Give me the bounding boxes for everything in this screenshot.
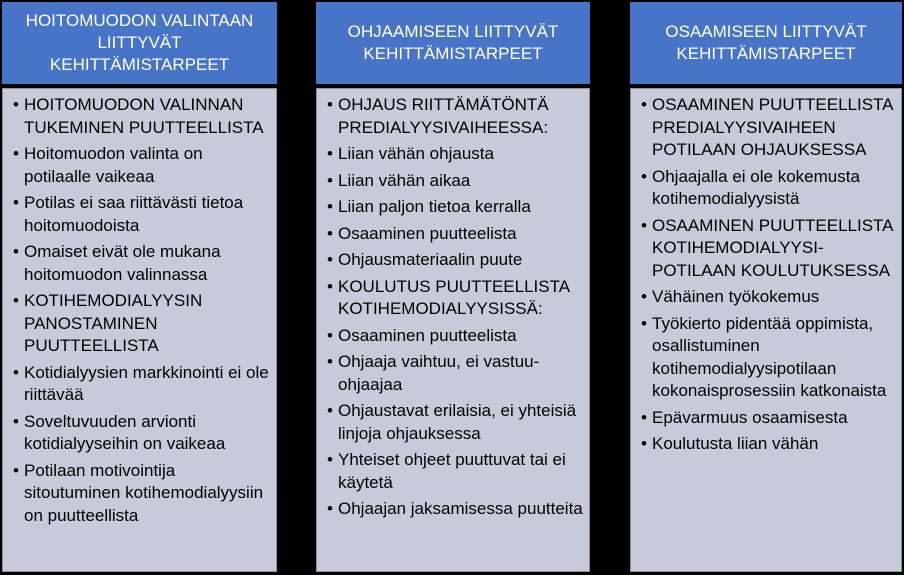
- list-item: • Vähäinen työkokemus: [641, 286, 895, 309]
- list-item: • Ohjaajan jaksamisessa puutteita: [327, 498, 583, 521]
- list-item: • Soveltuvuuden arvionti kotidialyyseihin on vaikeaa: [13, 411, 270, 456]
- list-item: • KOTIHEMODIALYYSIN PANOSTAMINEN PUUTTEELLISTA: [13, 290, 270, 358]
- list-item: • OSAAMINEN PUUTTEELLISTA KOTIHEMODIALYYSI-POTILAAN KOULUTUKSESSA: [641, 215, 895, 283]
- bullet-list: [327, 94, 583, 521]
- list-item: • OHJAUS RIITTÄMÄTÖNTÄ PREDIALYYSIVAIHEESSA:: [327, 94, 583, 139]
- list-item: • Hoitomuodon valinta on potilaalle vaikeaa: [13, 143, 270, 188]
- column-body: [630, 88, 902, 572]
- bullet-list: [13, 94, 270, 527]
- list-item: • Osaaminen puutteelista: [327, 223, 583, 246]
- list-item: • Liian vähän aikaa: [327, 170, 583, 193]
- column-body: [316, 88, 590, 572]
- list-item: • Koulutusta liian vähän: [641, 433, 895, 456]
- list-item: • Ohjaaja vaihtuu, ei vastuu-ohjaajaa: [327, 351, 583, 396]
- column-header: HOITOMUODON VALINTAAN LIITTYVÄT KEHITTÄMISTARPEET: [2, 2, 277, 84]
- list-item: • Potilaan motivointija sitoutuminen kotihemodialyysiin on puutteellista: [13, 460, 270, 528]
- list-item: • Osaaminen puutteelista: [327, 325, 583, 348]
- column-body: [2, 88, 277, 572]
- column-header: OSAAMISEEN LIITTYVÄT KEHITTÄMISTARPEET: [630, 2, 902, 84]
- list-item: • Ohjaajalla ei ole kokemusta kotihemodialyysistä: [641, 166, 895, 211]
- bullet-list: [641, 94, 895, 456]
- list-item: • Potilas ei saa riittävästi tietoa hoitomuodoista: [13, 192, 270, 237]
- column-hoitomuoto: [0, 0, 279, 575]
- list-item: • Yhteiset ohjeet puuttuvat tai ei käytetä: [327, 449, 583, 494]
- list-item: • Liian vähän ohjausta: [327, 143, 583, 166]
- column-ohjaaminen: [314, 0, 592, 575]
- list-item: • HOITOMUODON VALINNAN TUKEMINEN PUUTTEELLISTA: [13, 94, 270, 139]
- list-item: • Työkierto pidentää oppimista, osallistuminen kotihemodialyysipotilaan kokonaisprosessiin katkonaista: [641, 313, 895, 403]
- list-item: • Ohjaustavat erilaisia, ei yhteisiä linjoja ohjauksessa: [327, 400, 583, 445]
- list-item: • Liian paljon tietoa kerralla: [327, 196, 583, 219]
- list-item: • Ohjausmateriaalin puute: [327, 249, 583, 272]
- list-item: • Kotidialyysien markkinointi ei ole riittävää: [13, 362, 270, 407]
- column-header: OHJAAMISEEN LIITTYVÄT KEHITTÄMISTARPEET: [316, 2, 590, 84]
- list-item: • Omaiset eivät ole mukana hoitomuodon valinnassa: [13, 241, 270, 286]
- list-item: • Epävarmuus osaamisesta: [641, 407, 895, 430]
- column-osaaminen: [628, 0, 904, 575]
- list-item: • OSAAMINEN PUUTTEELLISTA PREDIALYYSIVAIHEEN POTILAAN OHJAUKSESSA: [641, 94, 895, 162]
- list-item: • KOULUTUS PUUTTEELLISTA KOTIHEMODIALYYSISSÄ:: [327, 276, 583, 321]
